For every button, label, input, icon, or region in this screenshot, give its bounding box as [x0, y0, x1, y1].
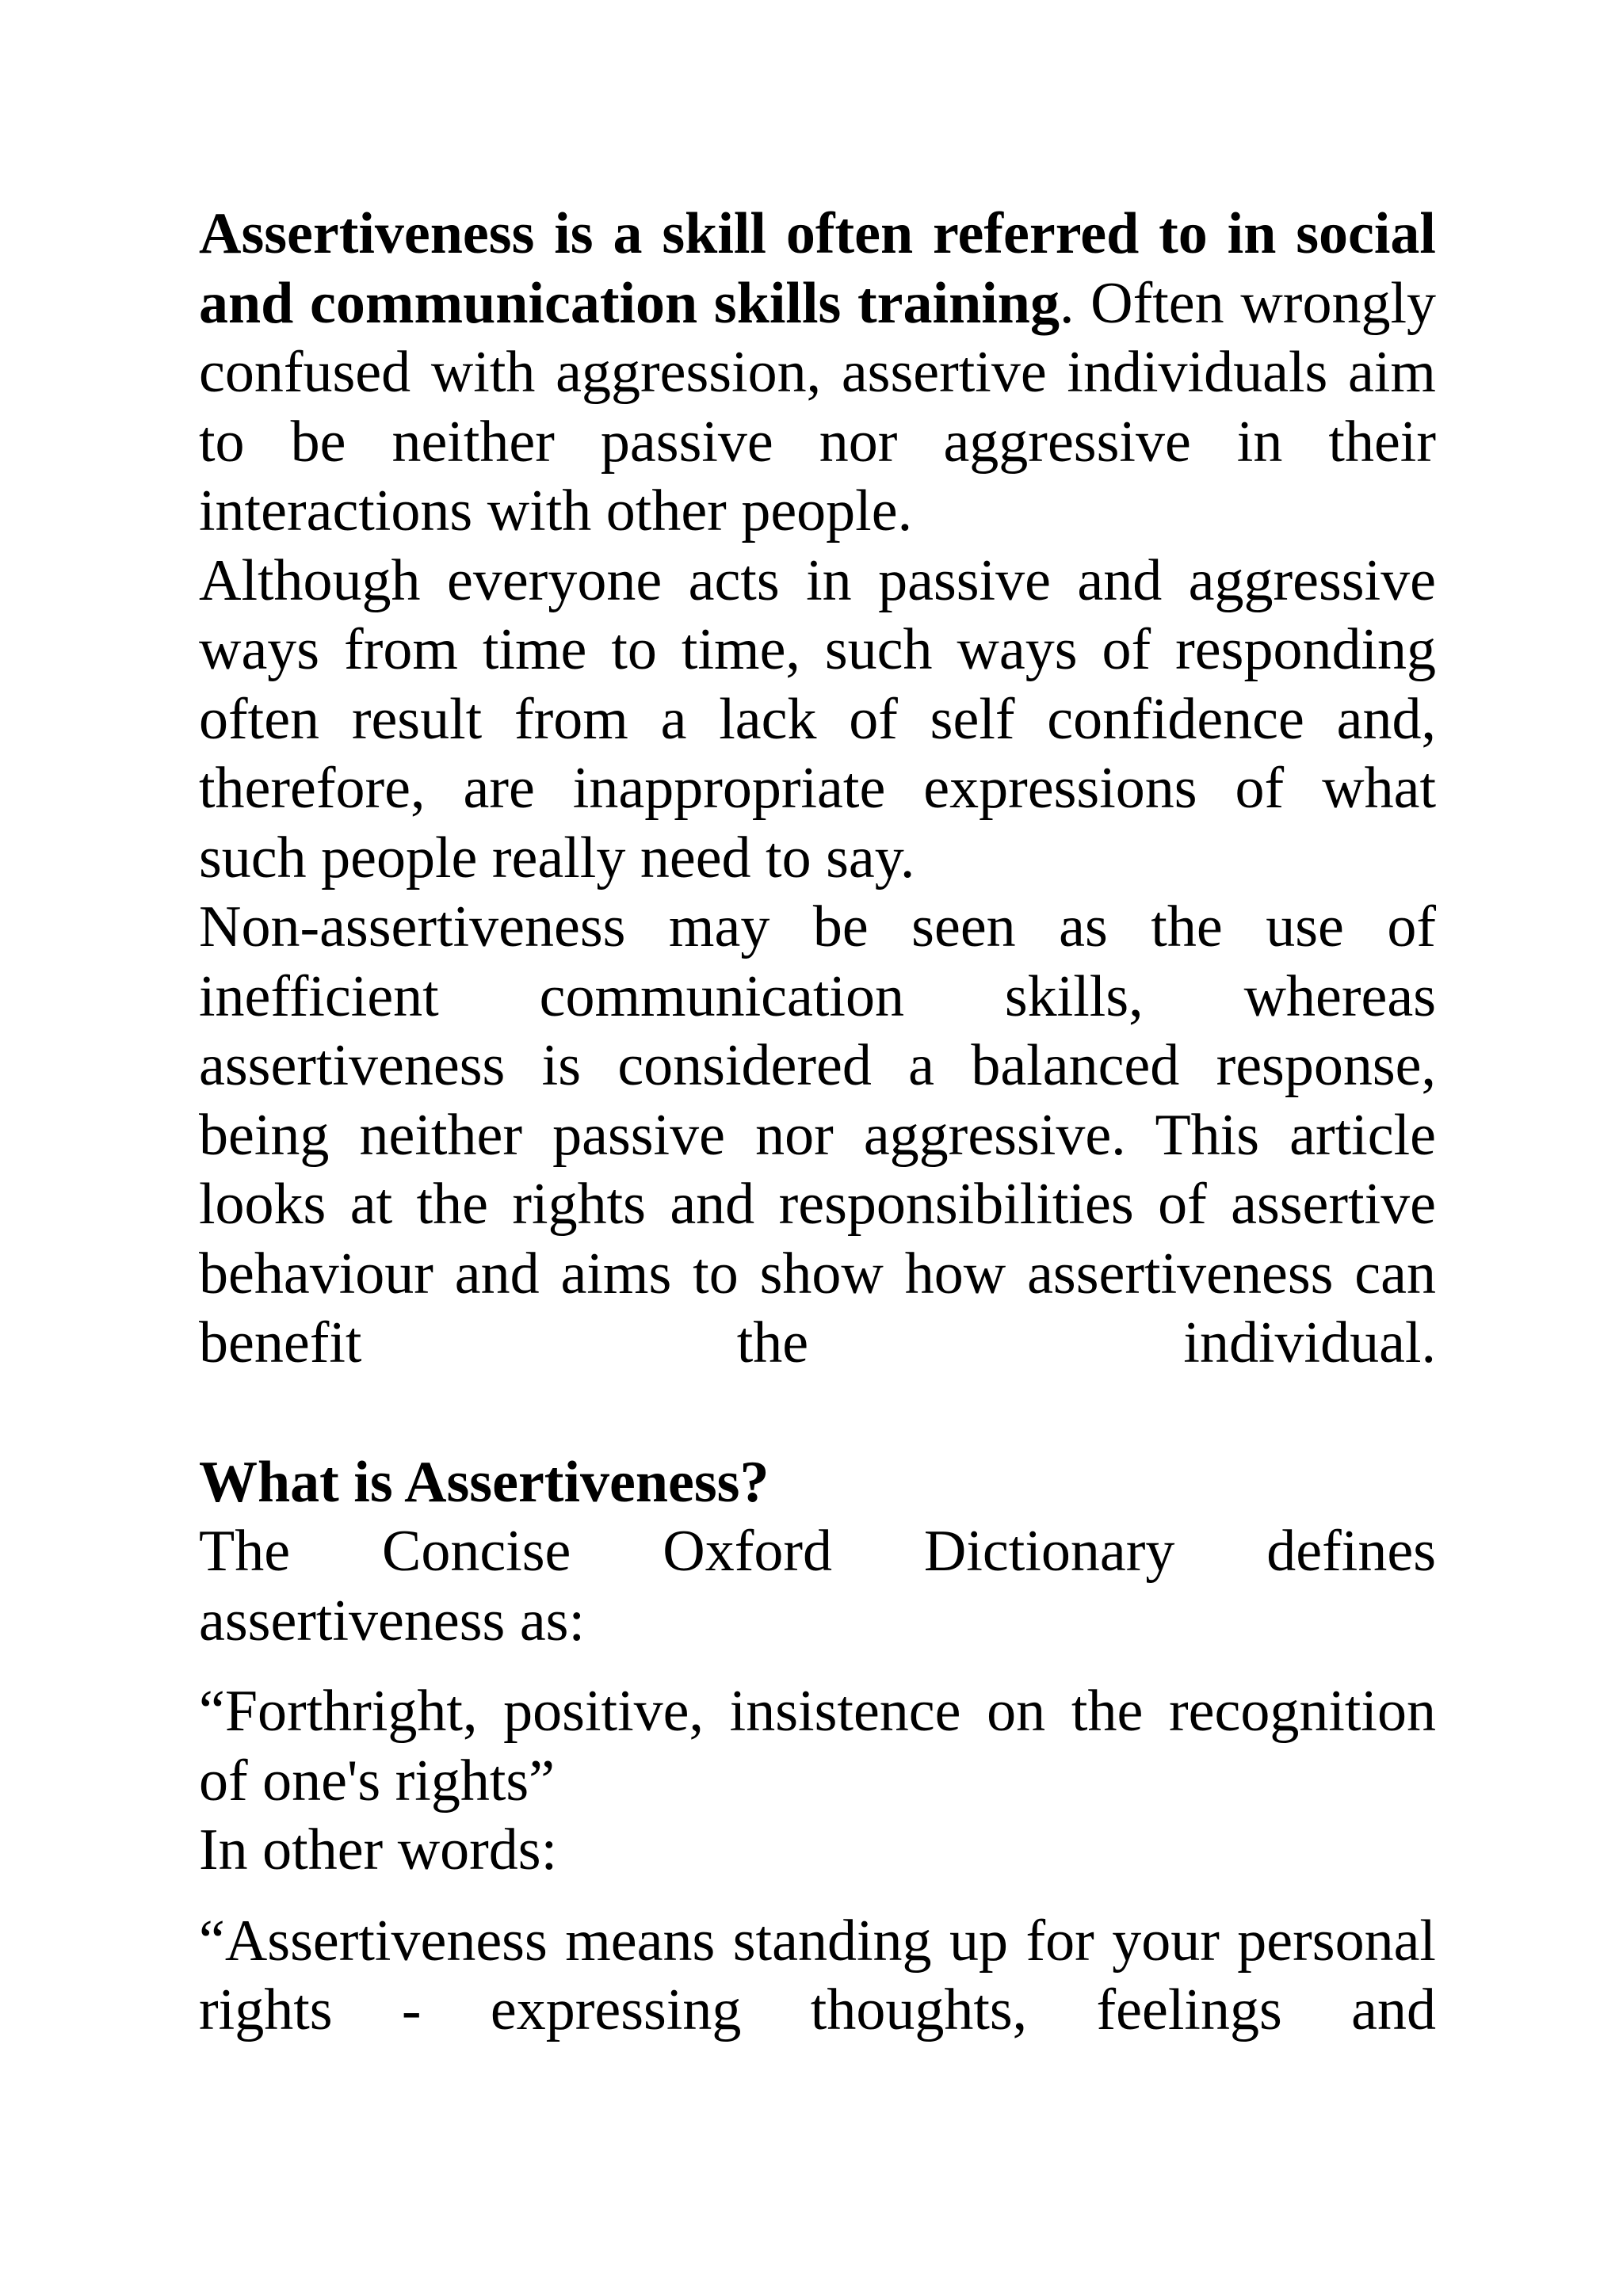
- paragraph-dictionary: The Concise Oxford Dictionary defines assertiveness as:: [199, 1519, 1436, 1653]
- intro-lead-punct: .: [1059, 270, 1075, 336]
- intro-paragraph: [199, 200, 1436, 547]
- intro-rest: Often wrongly confused with aggression, assertive individuals aim to be neither passive nor aggressive in their interactions with other people.: [199, 270, 1436, 543]
- section-spacer: [199, 1379, 1436, 1448]
- quote-spacer: [199, 1656, 1436, 1677]
- document-page: [199, 200, 1436, 2046]
- intro-bold-lead: Assertiveness is a skill often referred to in social and communication skills training: [199, 201, 1436, 336]
- quote-spacer: [199, 1886, 1436, 1907]
- dictionary-quote: “Forthright, positive, insistence on the recognition of one's rights”: [199, 1679, 1436, 1814]
- section-heading: What is Assertiveness?: [199, 1449, 769, 1515]
- paragraph-passive-aggressive: Although everyone acts in passive and aggressive ways from time to time, such ways of responding often result from a lack of self confidence and, therefore, are inappropriate expressions of what such people really need to say.: [199, 547, 1436, 891]
- paragraph-other-words: In other words:: [199, 1817, 558, 1882]
- assertiveness-quote: “Assertiveness means standing up for your personal rights - expressing thoughts, feelings and: [199, 1908, 1436, 2042]
- paragraph-non-assertiveness: Non-assertiveness may be seen as the use of inefficient communication skills, whereas assertiveness is considered a balanced response, being neither passive nor aggressive. This article looks at the rights and responsibilities of assertive behaviour and aims to show how assertiveness can benefit the individual.: [199, 894, 1436, 1375]
